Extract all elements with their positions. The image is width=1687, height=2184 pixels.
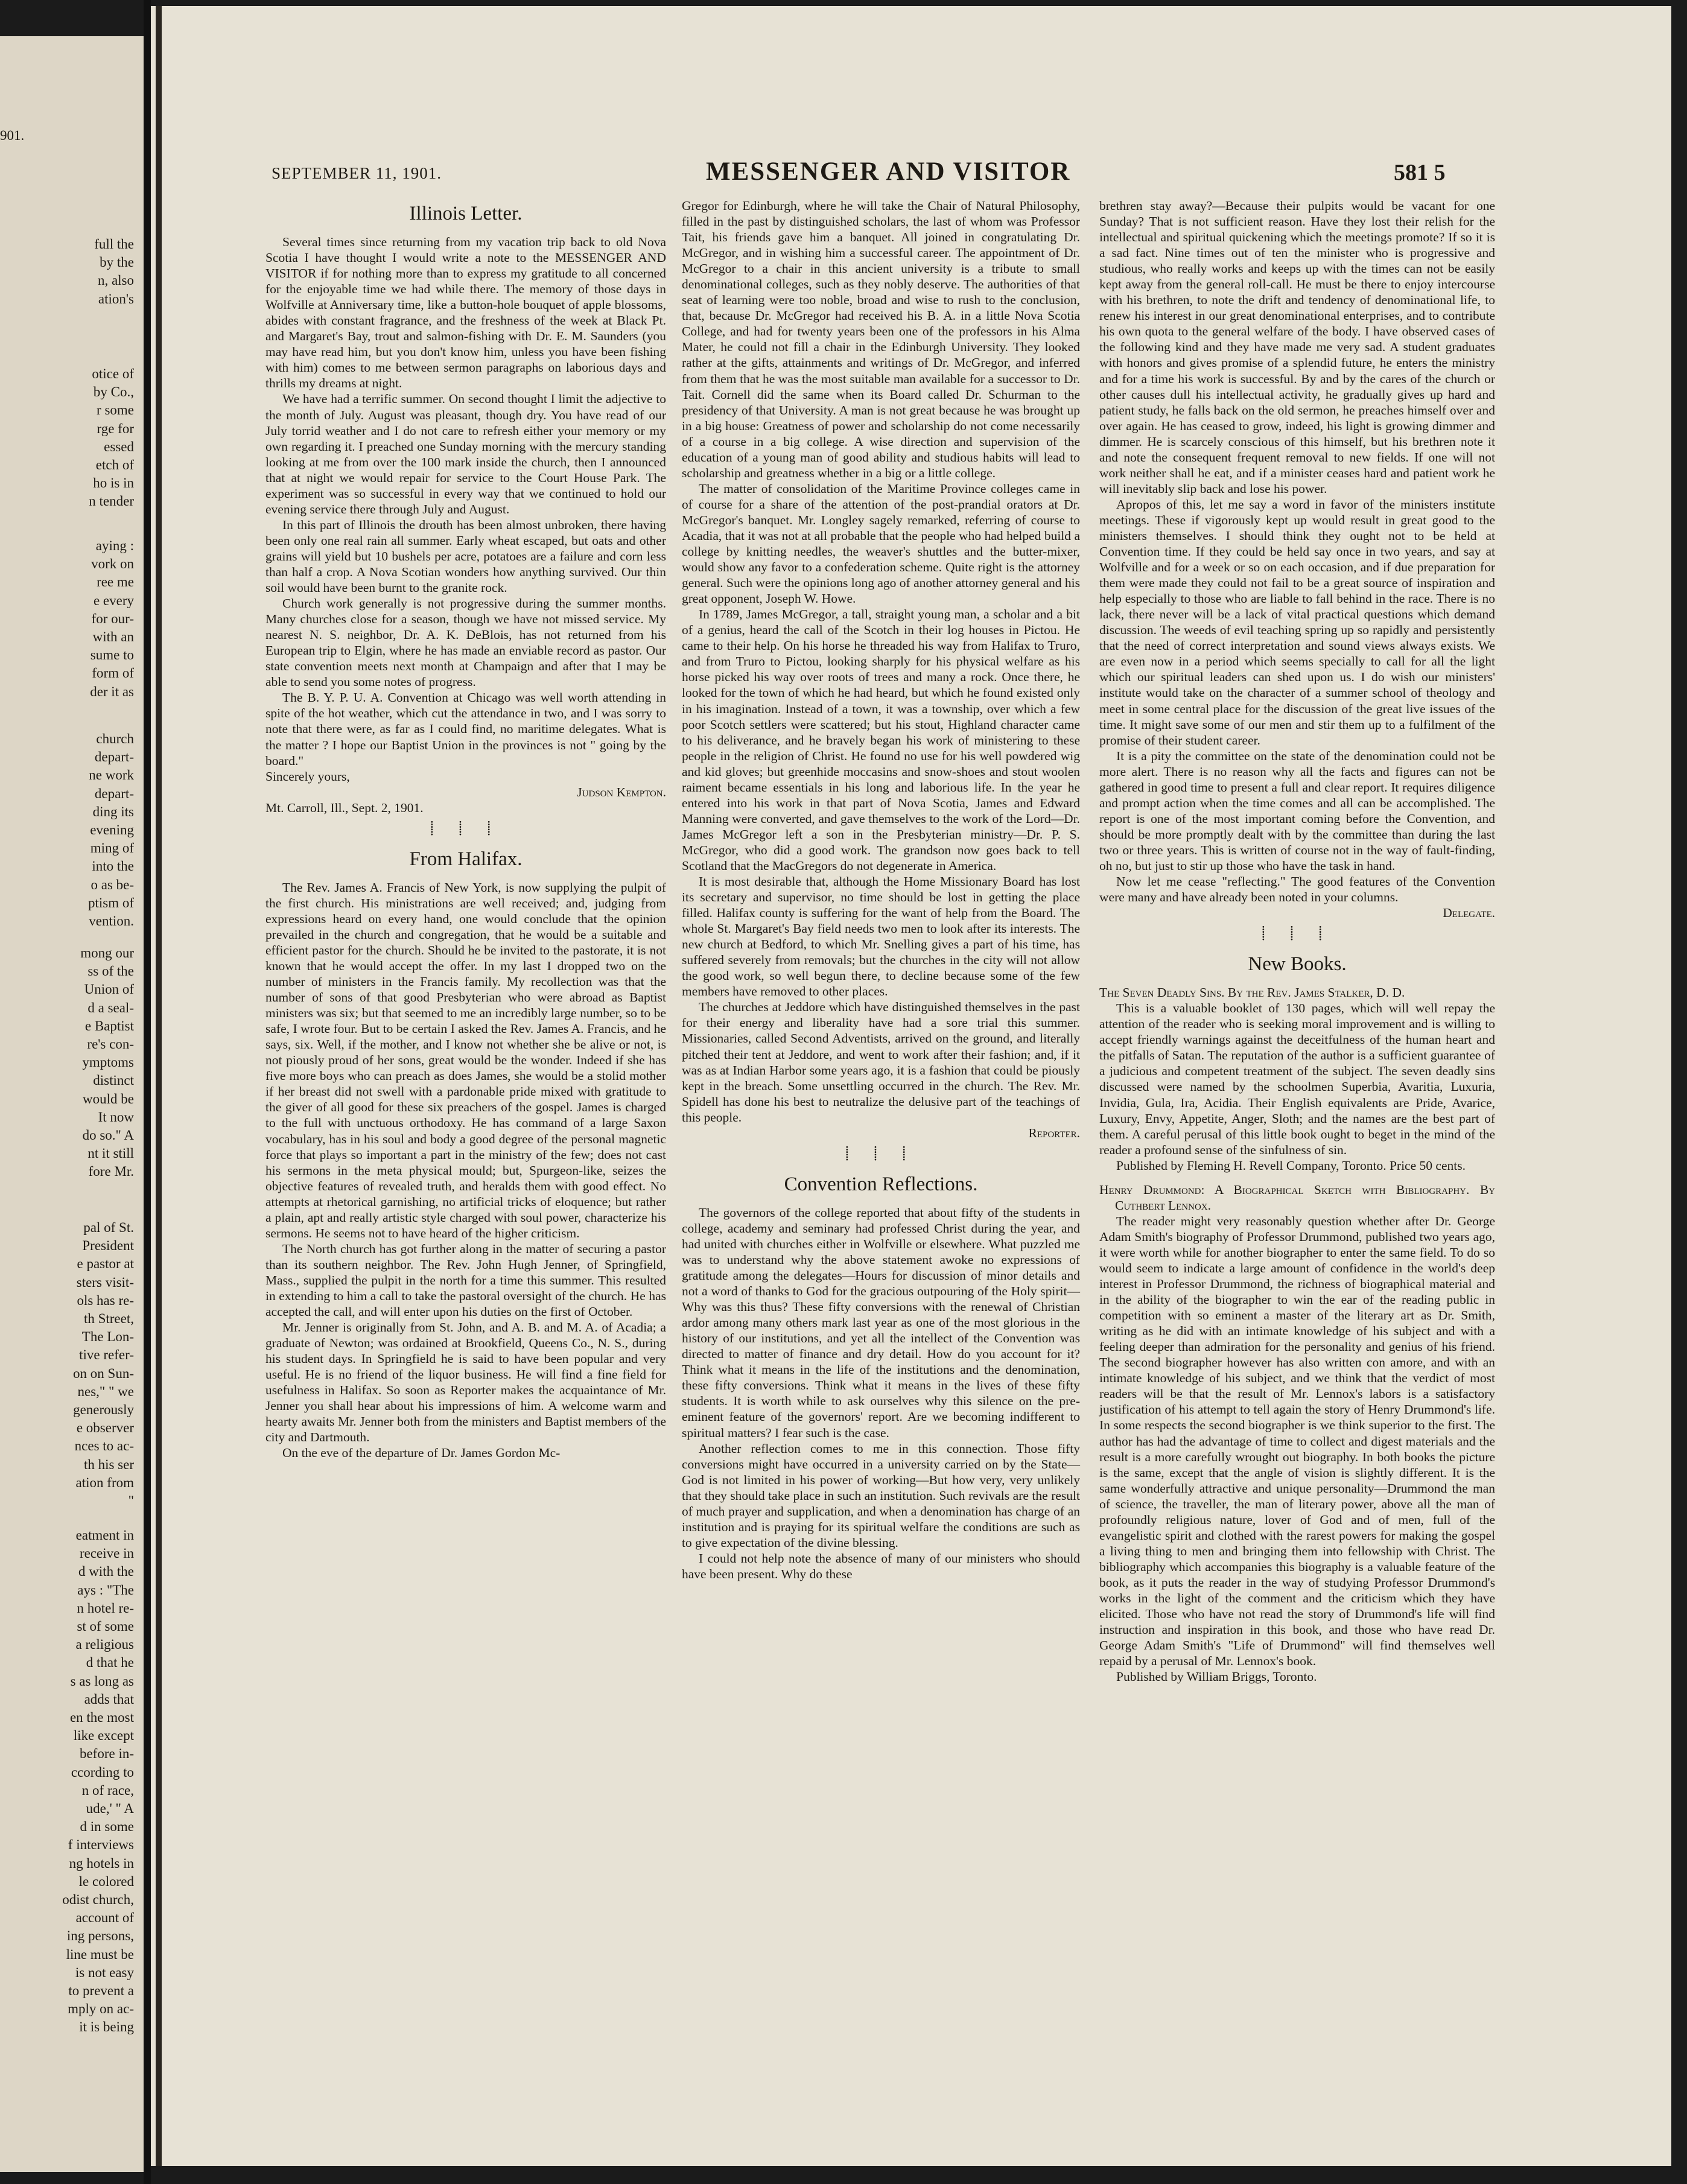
left-page-line-fragment: otice of	[92, 366, 134, 381]
left-page-line-fragment: receive in	[79, 1546, 134, 1561]
left-page-line-fragment: ne work	[89, 767, 134, 783]
left-page-line-fragment: full the	[94, 236, 134, 252]
left-page-block-6	[0, 1219, 139, 1510]
left-page-line-fragment: n, also	[97, 273, 134, 288]
left-page-line-fragment: odist church,	[62, 1892, 134, 1908]
page-rule	[156, 6, 162, 2166]
book-title: Henry Drummond: A Biographical Sketch with Bibliography. By Cuthbert Lennox.	[1099, 1182, 1495, 1213]
left-page-line-fragment: d that he	[86, 1655, 134, 1671]
left-page-line-fragment: r some	[97, 402, 134, 418]
article-heading-convention: Convention Reflections.	[784, 1173, 978, 1195]
book-review: The reader might very reasonably question whether after Dr. George Adam Smith's biography of Professor Drummond, published two years ago, it were worth while for another biographer to enter the same field. To do so would seem to indicate a large amount of confidence in the world's deep interest in Professor Drummond, the richness of biographical material and in the ability of the biographer to win the ear of the reading public in competition with so eminent a master of the literary art as Dr. Smith, writing as he did with an intimate knowledge of his subject and with a feeling deeper than admiration for the personality and genius of his friend. The second biographer however has also written con amore, and with an intimate knowledge of his subject, and we think that the verdict of most readers will be that the result of Mr. Lennox's labors is a satisfactory justification of his attempt to tell again the story of Henry Drummond's life. In some respects the second biographer is we think superior to the first. The author has had the advantage of time to collect and digest materials and the result is a more carefully wrought out biography. In both books the picture is the same, except that the angle of vision is slightly different. It is the same wonderfully attractive and unique personality—Drummond the man of science, the traveller, the man of literary power, above all the man of profoundly religious nature, lover of God and of men, full of the evangelistic spirit and clothed with the rarest powers for making the gospel a living thing to men and bringing them into fellowship with Christ. The bibliography which accompanies this biography is a valuable feature of the book, as it puts the reader in the way of studying Professor Drummond's works in the light of the comment and the criticism which they have elicited. Those who have not read the story of Drummond's life will find instruction and inspiration in this book, and those who have read Dr. George Adam Smith's "Life of Drummond" will find themselves well repaid by a perusal of Mr. Lennox's book.	[1099, 1213, 1495, 1669]
left-page-line-fragment: account of	[75, 1910, 134, 1926]
left-page-line-fragment: It now	[98, 1109, 134, 1125]
left-page-line-fragment: fore Mr.	[88, 1164, 134, 1179]
left-page-line-fragment: ymptoms	[82, 1055, 134, 1070]
left-page-date: 901.	[0, 128, 25, 143]
paragraph: Apropos of this, let me say a word in favor of the ministers institute meetings. These if vigorously kept up would result in great good to the ministers themselves. I should think they ought not to be held at Convention time. If they could be held say once in two years, and say at Wolfville and for a week or so on each occasion, and if due preparation for them were made they could not fail to be a great source of inspiration and help especially to those who are liable to fall behind in the race. There is no lack, there never will be a lack of vital practical questions which demand discussion. The weeds of evil teaching spring up so rapidly and persistently that the need of correct interpretation and sound views always exists. We are even now in a period which seems specially to call for all the light which our spiritual leaders can shed upon us. I do wish our ministers' institute would take on the character of a summer school of theology and meet in some central place for the discussion of the great live issues of the time. It might save some of our men and stir them up to a fulfilment of the promise of their student career.	[1099, 497, 1495, 748]
left-page-block-3	[0, 537, 139, 701]
left-page-line-fragment: ho is in	[93, 475, 134, 491]
paragraph: The matter of consolidation of the Maritime Province colleges came in of course for a share of the attention of the post-prandial orators at Dr. McGregor's banquet. Mr. Longley sagely remarked, referring of course to Acadia, that it was not at all probable that the people who had helped build a college by knitting needles, the weaver's shuttles and the butter-mixer, would show any favor to a confederation scheme. Quite right is the attorney general. Such were the opinions long ago of another attorney general and his great opponent, Joseph W. Howe.	[682, 481, 1080, 606]
paragraph: The governors of the college reported that about fifty of the students in college, academy and seminary had professed Christ during the year, and had united with churches either in Wolfville or elsewhere. What puzzled me was to understand why the above statement awoke no expressions of gratitude among the delegates—Hours for discussion of minor details and not a word of thanks to God for the gracious outpouring of the Holy spirit—Why was this thus? These fifty conversions with the renewal of Christian ardor among many others mark last year as one of the most glorious in the history of our institutions, and yet all the intellect of the Convention was directed to matter of finance and dry detail. How do you account for it? Think what it means in the life of the institutions and the denomination, these fifty conversions. Think what it means in the lives of these fifty students. It is worth while to ask ourselves why this silence on the pre-eminent feature of the governors' report. Are we becoming indifferent to spiritual matters? I fear such is the case.	[682, 1205, 1080, 1440]
left-page-line-fragment: th Street,	[83, 1311, 134, 1327]
left-page-line-fragment: etch of	[95, 457, 134, 473]
left-page-line-fragment: depart-	[94, 786, 134, 801]
left-page-line-fragment: The Lon-	[81, 1329, 134, 1345]
left-page-line-fragment: by the	[100, 255, 134, 270]
left-page-line-fragment: for our-	[91, 611, 134, 626]
left-page-line-fragment: nes," " we	[77, 1383, 134, 1399]
left-page-line-fragment: ss of the	[87, 963, 134, 979]
left-page-line-fragment: by Co.,	[93, 384, 134, 400]
left-page-line-fragment: le colored	[78, 1873, 134, 1889]
left-page-line-fragment: nces to ac-	[74, 1438, 134, 1454]
left-page-line-fragment: church	[96, 731, 134, 746]
publisher-line: Published by William Briggs, Toronto.	[1116, 1669, 1317, 1684]
author-signature: Judson Kempton.	[577, 784, 666, 799]
left-page-line-fragment: mong our	[80, 945, 134, 960]
left-page-line-fragment: essed	[104, 439, 134, 454]
paragraph: The B. Y. P. U. A. Convention at Chicago was well worth attending in spite of the hot weather, which cut the attendance in two, and I was sorry to note that there were, as far as I could find, no maritime delegates. What is the matter ? I hope our Baptist Union in the provinces is not " going by the board."	[265, 690, 666, 768]
left-page-line-fragment: ptism of	[87, 895, 134, 910]
newspaper-page	[151, 6, 1671, 2166]
page-gutter	[144, 0, 151, 2184]
left-page-line-fragment: nt it still	[87, 1146, 134, 1161]
left-page-line-fragment: Union of	[84, 982, 134, 997]
left-page-line-fragment: pal of St.	[83, 1220, 134, 1235]
left-page-line-fragment: f interviews	[68, 1837, 134, 1853]
article-heading-illinois: Illinois Letter.	[409, 203, 523, 224]
left-page-edge	[0, 36, 144, 2172]
left-page-line-fragment: d with the	[78, 1564, 134, 1579]
left-page-line-fragment: e pastor at	[77, 1256, 134, 1272]
book-review: This is a valuable booklet of 130 pages, which will well repay the attention of the reader who is seeking moral improvement and is willing to accept friendly warnings against the deceitfulness of the human heart and the pitfalls of Satan. The reputation of the author is a sufficient guarantee of a judicious and competent treatment of the subject. The seven deadly sins discussed were named by the schoolmen Superbia, Avaritia, Luxuria, Invidia, Gula, Ira, Acidia. Their English equivalents are Pride, Avarice, Luxury, Envy, Appetite, Anger, Sloth; and the names are the best part of them. A careful perusal of this little book ought to beget in the mind of the reader a profound sense of the sinfulness of sin.	[1099, 1001, 1495, 1157]
left-page-line-fragment: e observer	[76, 1420, 134, 1436]
left-page-line-fragment: it is being	[79, 2019, 134, 2035]
left-page-line-fragment: ree me	[97, 574, 134, 590]
paragraph: Mr. Jenner is originally from St. John, and A. B. and M. A. of Acadia; a graduate of Newton; was ordained at Brookfield, Queens Co., N. S., during his student days. In Springfield he is said to have been popular and very useful. He is no friend of the liquor business. He will find a fine field for usefulness in Halifax. So soon as Reporter makes the acquaintance of Mr. Jenner you shall hear about his impressions of him. A welcome warm and hearty awaits Mr. Jenner both from the ministers and Baptist members of the city and Dartmouth.	[265, 1320, 666, 1445]
paragraph: It is a pity the committee on the state of the denomination could not be more alert. There is no reason why all the facts and figures can not be gathered in good time to present a full and clear report. It requires diligence and prompt action when the time comes and all can be accomplished. The report is one of the most important coming before the Convention, and should be more promptly dealt with by the committee than during the last two or three years. This is written of course not in the way of fault-finding, oh no, but just to stir up those who have the task in hand.	[1099, 748, 1495, 873]
letter-closing: Sincerely yours,	[265, 769, 350, 784]
left-page-line-fragment: sume to	[90, 647, 134, 663]
left-page-line-fragment: ation's	[98, 291, 134, 306]
left-page-line-fragment: ays : "The	[77, 1582, 134, 1598]
paragraph: In this part of Illinois the drouth has been almost unbroken, there having been only one real rain all summer. Early wheat escaped, but oats and other grains will yield but 10 bushels per acre, potatoes are a failure and corn less than half a crop. A Nova Scotian wonders how anything survived. Our thin soil would have been burnt to the granite rock.	[265, 517, 666, 595]
left-page-line-fragment: on on Sun-	[73, 1365, 134, 1381]
paragraph: Gregor for Edinburgh, where he will take the Chair of Natural Philosophy, filled in the past by distinguished scholars, the last of whom was Professor Tait, his friends gave him a banquet. All joined in congratulating Dr. McGregor, and in wishing him a successful career. The appointment of Dr. McGregor to a chair in this ancient university is a tribute to small denominational colleges, such as they nobly deserve. The authorities of that seat of learning were too noble, broad and wise to rush to the conclusion, that, because Dr. McGregor had received his B. A. in a little Nova Scotia College, and had for twenty years been one of the professors in his Alma Mater, he could not fill a chair in the Edinburgh University. They looked rather at the gifts, attainments and writings of Dr. McGregor, and inferred from them that he was the most suitable man available for a successor to Dr. Tait. Cornell did the same when its Board called Dr. Schurman to the presidency of that University. A man is not great because he was brought up in a big house: Greatness of power and scholarship do not come necessarily of a course in a big college. A wise direction and supervision of the education of a young man of good ability and studious habits will lead to scholarship and greatness whether in a big or a little college.	[682, 198, 1080, 480]
paragraph: Now let me cease "reflecting." The good features of the Convention were many and have already been noted in your columns.	[1099, 874, 1495, 905]
left-page-line-fragment: d a seal-	[87, 1000, 134, 1015]
left-page-line-fragment: e Baptist	[84, 1018, 134, 1033]
left-page-block-1	[0, 235, 139, 308]
left-page-line-fragment: eatment in	[75, 1528, 134, 1543]
left-page-line-fragment: into the	[92, 859, 134, 874]
left-page-line-fragment: vork on	[91, 556, 134, 572]
paragraph: Several times since returning from my vacation trip back to old Nova Scotia I have thought I would write a note to the MESSENGER AND VISITOR if for nothing more than to express my gratitude to all concerned for the enjoyable time we had while there. The memory of those days in Wolfville at Anniversary time, like a button-hole bouquet of apple blossoms, abides with constant fragrance, and the freshness of the week at Black Pt. and Margaret's Bay, trout and salmon-fishing with Dr. E. M. Saunders (you may have read him, but you don't know him, unless you have been fishing with him) comes to me between sermon paragraphs on laborious days and thrills my dreams at night.	[265, 235, 666, 391]
left-page-line-fragment: is not easy	[75, 1964, 134, 1980]
left-page-line-fragment: sters visit-	[76, 1274, 134, 1290]
left-page-line-fragment: do so." A	[82, 1128, 134, 1143]
article-heading-new-books: New Books.	[1248, 953, 1347, 976]
left-page-line-fragment: a religious	[75, 1637, 134, 1652]
header-date: SEPTEMBER 11, 1901.	[272, 164, 442, 182]
left-page-line-fragment: would be	[83, 1091, 134, 1106]
left-page-line-fragment: ming of	[90, 840, 134, 856]
left-page-line-fragment: before in-	[79, 1746, 134, 1762]
left-page-line-fragment: like except	[73, 1728, 134, 1744]
paragraph: brethren stay away?—Because their pulpits would be vacant for one Sunday? That is not sufficient reason. Have they lost their relish for the intellectual and spiritual quickening which the meetings promote? If so it is a sad fact. Nine times out of ten the minister who is progressive and studious, who really works and keeps up with the times can not be easily kept away from the general roll-call. He must be there to enjoy intercourse with his brethren, to note the drift and tendency of denominational life, to renew his interest in our great denominational enterprises, and to contribute his own quota to the general welfare of the body. I have observed cases of the following kind and they have made me very sad. A student graduates with honors and gives promise of a splendid future, he enters the ministry and for a time his work is successful. By and by the cares of the church or other causes dull his intellectual activity, he gradually gives up hard and patient study, he falls back on the old sermon, he preaches himself over and over again. He has ceased to grow, indeed, his light is growing dimmer and dimmer. He is scarcely conscious of this himself, but his brethren note it and note the consequent frequent removal to new fields. If one will not work neither shall he eat, and if a minister ceases hard and patient work he will inevitably slip back and lose his power.	[1099, 198, 1495, 496]
left-page-line-fragment: ding its	[92, 804, 134, 819]
paragraph: On the eve of the departure of Dr. James Gordon Mc-	[282, 1446, 561, 1461]
masthead-title: MESSENGER AND VISITOR	[706, 157, 1071, 186]
left-page-line-fragment: with an	[92, 629, 134, 645]
column-3	[1099, 198, 1495, 1684]
left-page-block-2	[0, 365, 139, 511]
ornament-divider: ⸽ ⸽ ⸽	[1262, 925, 1333, 941]
paragraph: Church work generally is not progressive during the summer months. Many churches close for a season, though we have not missed service. My nearest N. S. neighbor, Dr. A. K. DeBlois, has not returned from his European trip to Elgin, where he has made an enviable record as pastor. Our state convention meets next month at Champaign and after that I may be able to send you some notes of progress.	[265, 596, 666, 690]
left-page-line-fragment: evening	[90, 822, 134, 838]
left-page-line-fragment: mply on ac-	[68, 2001, 134, 2017]
left-page-line-fragment: st of some	[77, 1619, 134, 1634]
left-page-line-fragment: President	[82, 1238, 134, 1254]
left-page-block-7	[0, 1526, 139, 2037]
left-page-line-fragment: ation from	[75, 1475, 134, 1490]
left-page-line-fragment: rge for	[97, 421, 134, 436]
left-page-line-fragment: e every	[93, 592, 134, 608]
page-header	[151, 157, 1671, 191]
paragraph: The Rev. James A. Francis of New York, is now supplying the pulpit of the first church. His ministrations are well received; and, judging from expressions heard on every hand, one would conclude that the opinion prevailed in the church and congregation, that he would be a suitable and efficient pastor for the church. Should he be invited to the pastorate, it is not known that he would accept the offer. In my last I dropped two on the number of ministers in the Francis family. My recollection was that the number of sons of that good Presbyterian who were abroad as Baptist ministers was six; but that seemed to me an incredibly large number, so to be safe, I wrote four. But to be certain I asked the Rev. James A. Francis, and he says, six. Well, if the mother, and I know not whether she be alive or not, is not piously proud of her sons, great would be the wonder. Indeed if she has five more boys who can preach as does James, she would be a stolid mother if her breast did not swell with a pardonable pride mixed with gratitude to the giver of all good for these six preachers of the gospel. James is charged to the full with unctuous orthodoxy. He has command of a large Saxon vocabulary, has in his soul and body a good degree of the personal magnetic force that plays so important a part in the ministry of the few; does not cast his sermons in the meta physical mould; but, Spurgeon-like, seizes the objective features of revealed truth, and heralds them with good effect. No attempts at rhetorical garnishing, no artificial tricks of eloquence; but rather a plain, apt and really artistic style charged with soul power, characterize his sermons. He seems not to have heard of the higher criticism.	[265, 880, 666, 1240]
left-page-line-fragment: line must be	[66, 1946, 134, 1962]
column-1	[265, 203, 666, 1461]
paragraph: Another reflection comes to me in this connection. Those fifty conversions might have occurred in a university carried on by the State—God is not limited in his power of working—But how very, very unlikely that they should take place in such an institution. Such revivals are the result of much prayer and supplication, and when a denomination has charge of an institution and is praying for its spiritual welfare the conditions are such as to give expectation of the divine blessing.	[682, 1441, 1080, 1550]
left-page-line-fragment: s as long as	[70, 1673, 134, 1689]
left-page-line-fragment: ude,' " A	[86, 1801, 134, 1817]
left-page-line-fragment: en the most	[69, 1710, 134, 1725]
left-page-line-fragment: generously	[73, 1402, 134, 1418]
left-page-line-fragment: o as be-	[91, 877, 134, 892]
left-page-line-fragment: adds that	[84, 1691, 134, 1707]
left-page-line-fragment: n tender	[89, 494, 134, 509]
left-page-line-fragment: ing persons,	[66, 1928, 134, 1944]
left-page-line-fragment: n hotel re-	[77, 1600, 134, 1616]
left-page-line-fragment: th his ser	[83, 1456, 134, 1472]
dateline: Mt. Carroll, Ill., Sept. 2, 1901.	[265, 800, 424, 815]
left-page-line-fragment: form of	[92, 665, 134, 681]
left-page-block-5	[0, 944, 139, 1181]
left-page-line-fragment: n of race,	[81, 1782, 134, 1798]
ornament-divider: ⸽ ⸽ ⸽	[845, 1145, 917, 1161]
left-page-line-fragment: der it as	[90, 684, 134, 699]
left-page-line-fragment: d in some	[80, 1819, 134, 1835]
left-page-line-fragment: depart-	[94, 749, 134, 765]
page-number: 581 5	[1394, 160, 1446, 185]
left-page-line-fragment: distinct	[93, 1073, 134, 1088]
left-page-line-fragment: to prevent a	[68, 1983, 134, 1999]
left-page-line-fragment: re's con-	[87, 1036, 134, 1052]
left-page-line-fragment: ng hotels in	[69, 1855, 134, 1871]
left-page-line-fragment: tive refer-	[79, 1347, 134, 1363]
paragraph: The churches at Jeddore which have distinguished themselves in the past for their energy and liberality have had a sore trial this summer. Missionaries, called Second Adventists, arrived on the ground, and literally pitched their tent at Jeddore, and went to work after their fashion; and, if it was as at Indian Harbor some years ago, it is a fashion that could be piously kept in the breach. Some unsettling occurred in the church. The Rev. Mr. Spidell has done his best to neutralize the delusive part of the teachings of this people.	[682, 1000, 1080, 1125]
paragraph: We have had a terrific summer. On second thought I limit the adjective to the month of July. August was pleasant, though dry. You have read of our July torrid weather and I do not care to refresh either your memory or my own regarding it. I preached one Sunday morning with the mercury standing looking at me from over the 100 mark inside the church, then I announced that at night we would repair for service to the Court House Park. The experiment was so successful in every way that we continued to hold our evening service there through July and August.	[265, 392, 666, 516]
paragraph: In 1789, James McGregor, a tall, straight young man, a scholar and a bit of a genius, heard the call of the Scotch in their log houses in Pictou. He came to their help. On his horse he threaded his way from Halifax to Truro, and from Truro to Pictou, looking sharply for his physical welfare as his horse picked his way over roots of trees and many a rock. Once there, he looked for the town of which he had heard, but which he found existed only in his imagination. Instead of a town, it was a township, over which a few poor Scotch settlers were scattered; but his stout, Highland character came to his deliverance, and he bravely began his work of ministering to these people in the religion of Christ. He found no use for his well powdered wig and kid gloves; but greenhide moccasins and snow-shoes and stout woolen raiment became essentials in his long and laborious life. In the year he entered into his work in that part of Nova Scotia, James and Edward Manning were converted, and gave themselves to the work of the Lord—Dr. James McGregor left a son in the Presbyterian ministry—Dr. P. S. McGregor, who did a good work. The grandson now goes back to tell Scotland that the MacGregors do not degenerate in America.	[682, 607, 1080, 873]
article-heading-halifax: From Halifax.	[409, 848, 523, 870]
left-page-line-fragment: vention.	[89, 913, 134, 929]
paragraph: The North church has got further along in the matter of securing a pastor than its southern neighbor. The Rev. John Hugh Jenner, of Springfield, Mass., supplied the pulpit in the north for a time this summer. This resulted in extending to him a call to take the pastoral oversight of the church. He has accepted the call, and will enter upon his duties on the first of October.	[265, 1241, 666, 1319]
author-signature: Reporter.	[1028, 1125, 1080, 1140]
paragraph: It is most desirable that, although the Home Missionary Board has lost its secretary and supervisor, no time should be lost in getting the place filled. Halifax county is suffering for the want of help from the Board. The whole St. Margaret's Bay field needs two men to look after its interests. The new church at Bedford, to which Mr. Snelling gives a part of his time, has suffered severely from removals; but the churches in the city will not allow the good work, so well begun there, to decline because some of the few members have removed to other places.	[682, 874, 1080, 999]
left-page-block-4	[0, 730, 139, 930]
ornament-divider: ⸽ ⸽ ⸽	[430, 820, 501, 836]
paragraph: I could not help note the absence of many of our ministers who should have been present. Why do these	[682, 1551, 1080, 1581]
left-page-line-fragment: ols has re-	[77, 1292, 134, 1308]
left-page-line-fragment: ccording to	[71, 1764, 134, 1780]
author-signature: Delegate.	[1443, 906, 1495, 921]
publisher-line: Published by Fleming H. Revell Company, Toronto. Price 50 cents.	[1116, 1158, 1466, 1173]
column-2	[682, 198, 1080, 1582]
book-title: The Seven Deadly Sins. By the Rev. James Stalker, D. D.	[1099, 985, 1405, 1000]
left-page-line-fragment: "	[128, 1493, 134, 1509]
left-page-line-fragment: aying :	[95, 538, 134, 553]
